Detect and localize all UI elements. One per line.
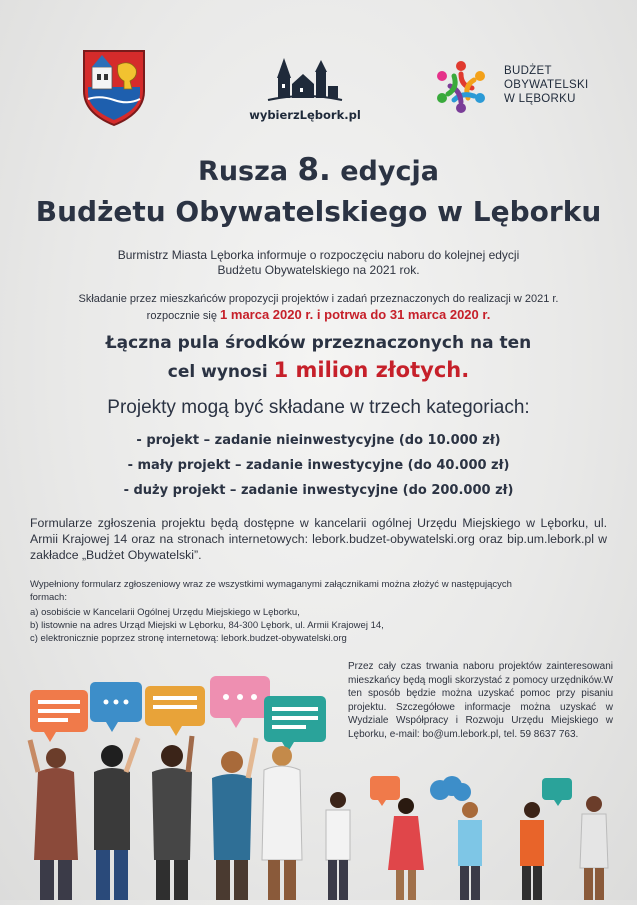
city-coat-of-arms-logo: [80, 47, 148, 127]
speech-bubble-icon: [542, 778, 572, 806]
wybierz-lebork-caption: wybierzLębork.pl: [249, 108, 361, 122]
speech-bubble-icon: [210, 676, 270, 728]
speech-bubble-icon: [145, 686, 205, 736]
page-title-line-1: Rusza 8. edycja: [198, 152, 439, 188]
submission-dates-text: Składanie przez mieszkańców propozycji projektów i zadań przeznaczonych do realizacji w 2021 r. rozpocznie się 1 marca 2020 r. i potrwa do 31 marca 2020 r.: [78, 293, 559, 322]
speech-bubble-icon: [90, 682, 142, 732]
submission-option: a) osobiście w Kancelarii Ogólnej Urzędu Miejskiego w Lęborku,: [30, 607, 300, 618]
category-item: - mały projekt – zadanie inwestycyjne (do 40.000 zł): [127, 458, 510, 473]
budget-pool-text: Łączna pula środków przeznaczonych na ten cel wynosi 1 milion złotych.: [105, 333, 532, 382]
speech-bubble-icon: [370, 776, 400, 806]
page-title-line-2: Budżetu Obywatelskiego w Lęborku: [35, 195, 602, 228]
budzet-obywatelski-logo-text: [504, 64, 588, 106]
categories-heading: Projekty mogą być składane w trzech kategoriach:: [107, 397, 530, 418]
date-range-highlight: 1 marca 2020 r. i potrwa do 31 marca 2020 r.: [220, 307, 491, 322]
budzet-obywatelski-logo: [430, 58, 589, 118]
speech-bubble-icon: [30, 690, 88, 742]
cloud-speech-icon: [430, 776, 471, 801]
intro-text: Burmistrz Miasta Lęborka informuje o rozpoczęciu naboru do kolejnej edycji Budżetu Obywatelskiego na 2021 rok.: [117, 248, 520, 277]
category-item: - duży projekt – zadanie inwestycyjne (do 200.000 zł): [123, 483, 514, 498]
budget-amount-highlight: 1 milion złotych.: [273, 358, 470, 382]
forms-availability-text: Formularze zgłoszenia projektu będą dostępne w kancelarii ogólnej Urzędu Miejskiego w Lęborku, ul. Armii Krajowej 14 oraz na stronach internetowych: lebork.budzet-obywatelski.org oraz bip.um.lebork.pl w zakładce „Budżet Obywatelski”.: [30, 516, 607, 562]
help-info-text: Przez cały czas trwania naboru projektów zainteresowani mieszkańcy będą mogli skorzystać z pomocy urzędników.W ten sposób będzie można uzyskać pomoc przy pisaniu projektu. Szczegółowe informacje można uzyskać w Wydziale Współpracy i Rozwoju Urzędu Miejskiego w Lęborku, e-mail: bo@um.lebork.pl, tel. 59 8637 763.: [348, 661, 613, 740]
category-item: - projekt – zadanie nieinwestycyjne (do 10.000 zł): [136, 433, 501, 448]
submission-option: b) listownie na adres Urząd Miejski w Lęborku, 84-300 Lębork, ul. Armii Krajowej 14,: [30, 620, 384, 631]
people-discussing-illustration: [310, 770, 637, 900]
wybierz-lebork-logo: [230, 50, 380, 128]
submission-option: c) elektronicznie poprzez stronę internetową: lebork.budzet-obywatelski.org: [30, 633, 347, 644]
submission-methods: Wypełniony formularz zgłoszeniowy wraz ze wszystkimi wymaganymi załącznikami można złożyć w następujących formach: a) osobiście w Kancelarii Ogólnej Urzędu Miejskiego w Lęborku, b) listownie na adres Urząd Miejski w Lęborku, 84-300 Lębork, ul. Armii Krajowej 14, c) elektronicznie poprzez stronę internetową: lebork.budzet-obywatelski.org: [30, 578, 610, 645]
speech-bubble-icon: [264, 696, 326, 752]
logo-line-1: BUDŻET: [504, 65, 552, 77]
people-circle-icon: [430, 58, 492, 116]
logo-line-3: W LĘBORKU: [504, 93, 576, 105]
logo-line-2: OBYWATELSKI: [504, 79, 589, 91]
people-with-speech-bubbles-illustration: [20, 660, 340, 900]
